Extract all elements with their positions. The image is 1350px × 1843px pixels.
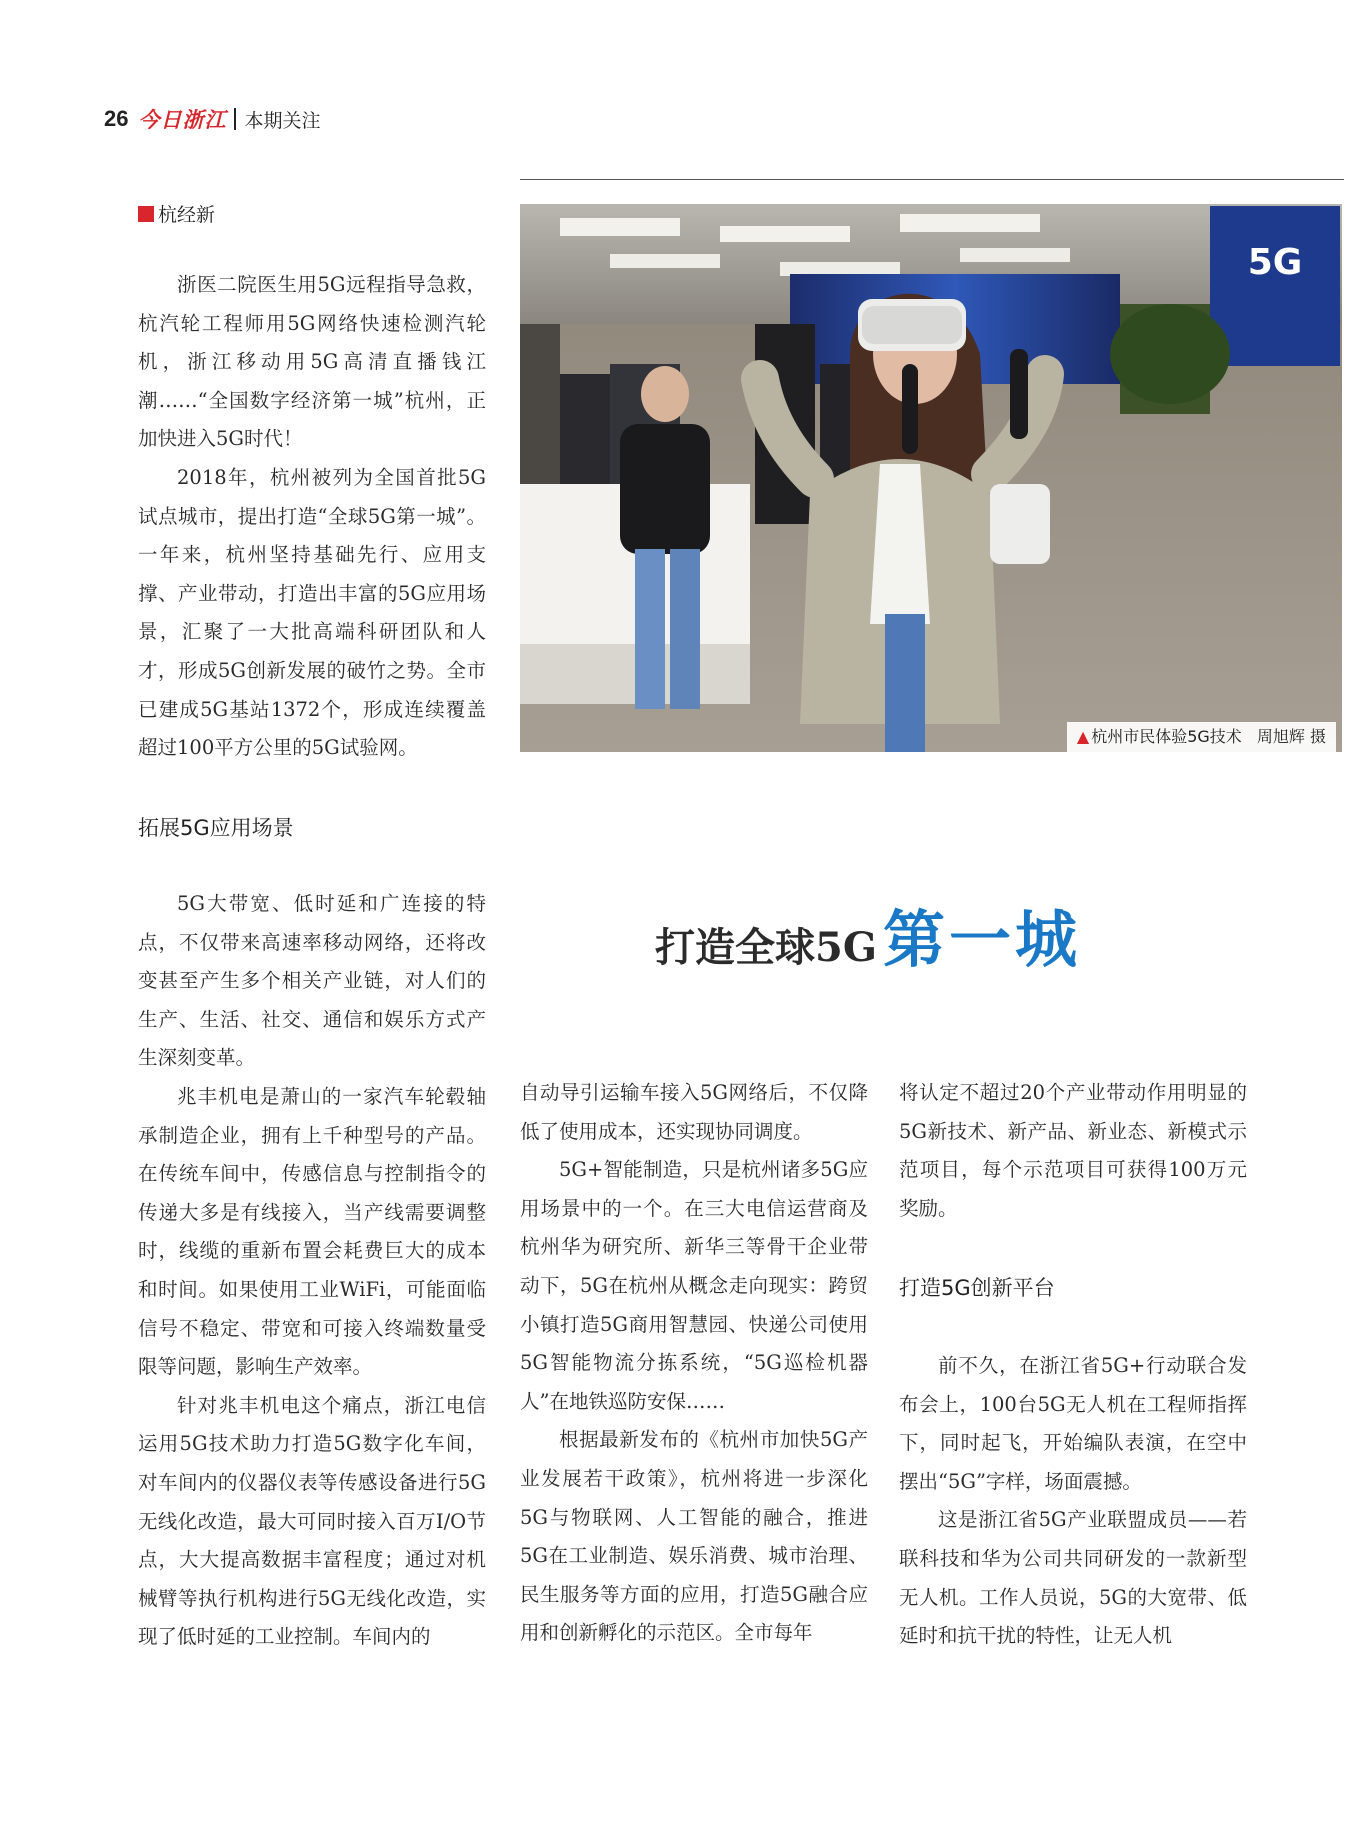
article-column-3-bottom xyxy=(899,1347,1247,1656)
paragraph: 针对兆丰机电这个痛点，浙江电信运用5G技术助力打造5G数字化车间，对车间内的仪器仪表等传感设备进行5G无线化改造，最大可同时接入百万I/O节点，大大提高数据丰富程度；通过对机械臂等执行机构进行5G无线化改造，实现了低时延的工业控制。车间内的 xyxy=(138,1393,486,1649)
paragraph: 将认定不超过20个产业带动作用明显的5G新技术、新产品、新业态、新模式示范项目，每个示范项目可获得100万元奖励。 xyxy=(899,1081,1247,1220)
page-header xyxy=(104,104,321,134)
paragraph: 浙医二院医生用5G远程指导急救，杭汽轮工程师用5G网络快速检测汽轮机，浙江移动用5G高清直播钱江潮……“全国数字经济第一城”杭州，正加快进入5G时代！ xyxy=(138,273,486,451)
feature-photo xyxy=(520,204,1342,752)
title-accent: 第一城 xyxy=(883,903,1082,976)
photo-credit: 周旭辉 摄 xyxy=(1256,727,1326,746)
paragraph: 5G大带宽、低时延和广连接的特点，不仅带来高速率移动网络，还将改变甚至产生多个相关产业链，对人们的生产、生活、社交、通信和娱乐方式产生深刻变革。 xyxy=(138,892,486,1070)
article-column-2 xyxy=(520,1074,868,1653)
article-column-1-bottom xyxy=(138,885,486,1657)
subheading-innovation-platform: 打造5G创新平台 xyxy=(899,1276,1055,1300)
paragraph: 5G+智能制造，只是杭州诸多5G应用场景中的一个。在三大电信运营商及杭州华为研究所、新华三等骨干企业带动下，5G在杭州从概念走向现实：跨贸小镇打造5G商用智慧园、快递公司使用5G智能物流分拣系统，“5G巡检机器人”在地铁巡防安保…… xyxy=(520,1158,868,1413)
article-column-3-top xyxy=(899,1074,1247,1228)
vr-experience-photo xyxy=(520,204,1342,752)
magazine-logo: 今日浙江 xyxy=(138,107,227,132)
paragraph: 自动导引运输车接入5G网络后，不仅降低了使用成本，还实现协同调度。 xyxy=(520,1081,868,1143)
top-rule xyxy=(520,179,1344,180)
photo-caption xyxy=(1067,722,1336,752)
section-name: 本期关注 xyxy=(244,109,321,132)
red-square-icon xyxy=(138,206,154,222)
triangle-icon: ▲ xyxy=(1076,727,1090,746)
paragraph: 根据最新发布的《杭州市加快5G产业发展若干政策》，杭州将进一步深化5G与物联网、人工智能的融合，推进5G在工业制造、娱乐消费、城市治理、民生服务等方面的应用，打造5G融合应用和创新孵化的示范区。全市每年 xyxy=(520,1428,868,1645)
byline xyxy=(138,200,215,227)
paragraph: 这是浙江省5G产业联盟成员——若联科技和华为公司共同研发的一款新型无人机。工作人员说，5G的大宽带、低延时和抗干扰的特性，让无人机 xyxy=(899,1508,1247,1648)
page-number: 26 xyxy=(104,106,129,131)
author-name: 杭经新 xyxy=(158,204,216,226)
paragraph: 2018年，杭州被列为全国首批5G试点城市，提出打造“全球5G第一城”。一年来，杭州坚持基础先行、应用支撑、产业带动，打造出丰富的5G应用场景，汇聚了一大批高端科研团队和人才，形成5G创新发展的破竹之势。全市已建成5G基站1372个，形成连续覆盖超过100平方公里的5G试验网。 xyxy=(138,465,486,760)
paragraph: 前不久，在浙江省5G+行动联合发布会上，100台5G无人机在工程师指挥下，同时起飞，开始编队表演，在空中摆出“5G”字样，场面震撼。 xyxy=(899,1354,1247,1493)
header-divider xyxy=(234,108,236,130)
article-column-1-top xyxy=(138,266,486,768)
title-main: 打造全球5G xyxy=(655,924,877,971)
subheading-expand-5g: 拓展5G应用场景 xyxy=(138,816,294,840)
caption-text: 杭州市民体验5G技术 xyxy=(1091,727,1242,746)
article-title xyxy=(655,890,1081,979)
screen-5g-text: 5G xyxy=(1247,242,1303,283)
paragraph: 兆丰机电是萧山的一家汽车轮毂轴承制造企业，拥有上千种型号的产品。在传统车间中，传感信息与控制指令的传递大多是有线接入，当产线需要调整时，线缆的重新布置会耗费巨大的成本和时间。如果使用工业WiFi，可能面临信号不稳定、带宽和可接入终端数量受限等问题，影响生产效率。 xyxy=(138,1084,486,1379)
